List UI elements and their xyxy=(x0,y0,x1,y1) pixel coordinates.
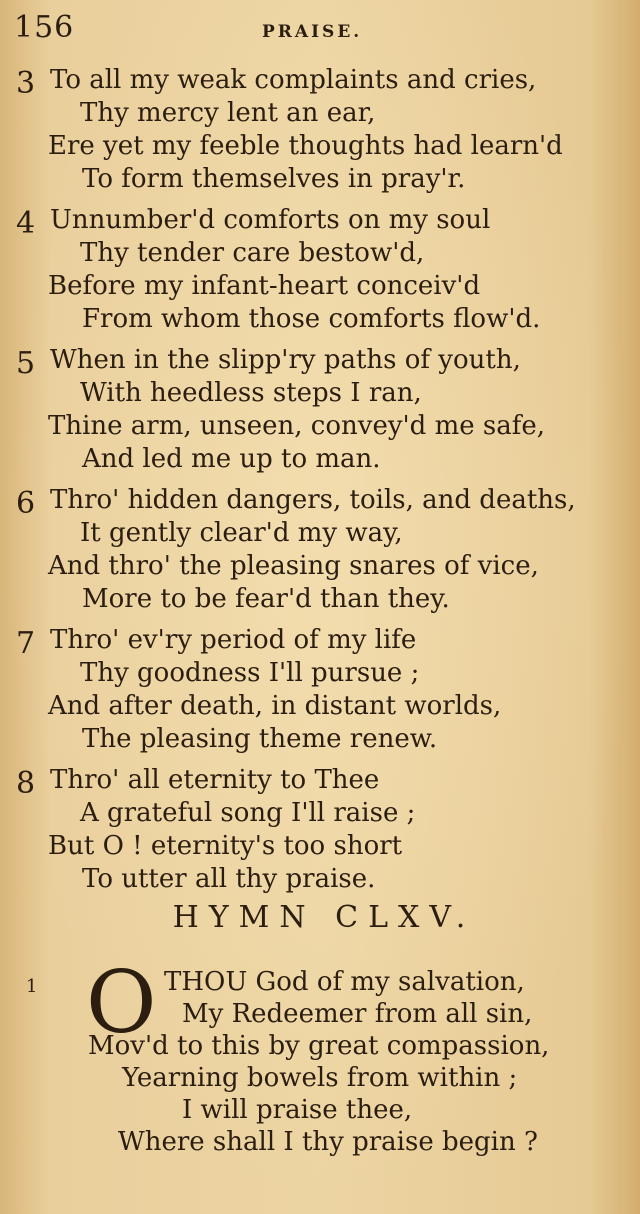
verse-line: It gently clear'd my way, xyxy=(80,518,403,548)
verse-line: With heedless steps I ran, xyxy=(80,378,422,408)
hymn-165-stanza-1 xyxy=(0,953,640,1158)
stanza-number: 6 xyxy=(16,486,36,521)
verse-line: My Redeemer from all sin, xyxy=(182,999,533,1029)
stanza-3 xyxy=(0,64,640,196)
verse-line: The pleasing theme renew. xyxy=(82,724,438,754)
verse-line: A grateful song I'll raise ; xyxy=(80,798,416,828)
hymn-title: HYMN CLXV. xyxy=(172,900,476,935)
stanza-5 xyxy=(0,344,640,476)
verse-line: To all my weak complaints and cries, xyxy=(50,65,537,95)
verse-line: Yearning bowels from within ; xyxy=(122,1063,518,1093)
page-header xyxy=(0,6,640,46)
stanza-number: 8 xyxy=(16,766,36,801)
stanza-number: 7 xyxy=(16,626,36,661)
verse-line: Thro' ev'ry period of my life xyxy=(50,625,417,655)
verse-line: Unnumber'd comforts on my soul xyxy=(50,205,491,235)
verse-line: When in the slipp'ry paths of youth, xyxy=(50,345,521,375)
verse-line: I will praise thee, xyxy=(182,1095,413,1125)
running-head: PRAISE. xyxy=(262,22,363,42)
verse-line: But O ! eternity's too short xyxy=(48,831,403,861)
stanza-number: 4 xyxy=(16,206,36,241)
verse-line: More to be fear'd than they. xyxy=(82,584,450,614)
verse-line: From whom those comforts flow'd. xyxy=(82,304,541,334)
verse-line: Ere yet my feeble thoughts had learn'd xyxy=(48,131,563,161)
stanza-6 xyxy=(0,484,640,616)
verse-line: Thy tender care bestow'd, xyxy=(80,238,425,268)
verse-line: And led me up to man. xyxy=(82,444,381,474)
stanza-number: 1 xyxy=(26,976,38,997)
stanza-7 xyxy=(0,624,640,756)
verse-line: Where shall I thy praise begin ? xyxy=(118,1127,538,1157)
stanza-4 xyxy=(0,204,640,336)
verse-line: Thy mercy lent an ear, xyxy=(80,98,376,128)
verse-line: And thro' the pleasing snares of vice, xyxy=(48,551,539,581)
verse-line: Before my infant-heart conceiv'd xyxy=(48,271,481,301)
page-number: 156 xyxy=(14,10,75,45)
verse-line: Thro' all eternity to Thee xyxy=(50,765,380,795)
verse-line: To form themselves in pray'r. xyxy=(82,164,466,194)
verse-line: Mov'd to this by great compassion, xyxy=(88,1031,550,1061)
verse-line: Thy goodness I'll pursue ; xyxy=(80,658,420,688)
drop-cap: O xyxy=(86,953,157,1053)
verse-line: To utter all thy praise. xyxy=(82,864,376,894)
stanza-8 xyxy=(0,764,640,896)
verse-line: Thro' hidden dangers, toils, and deaths, xyxy=(50,485,576,515)
verse-line: Thine arm, unseen, convey'd me safe, xyxy=(48,411,545,441)
stanza-number: 5 xyxy=(16,346,36,381)
stanza-number: 3 xyxy=(16,66,36,101)
verse-line: THOU God of my salvation, xyxy=(164,967,525,997)
hymn-stanzas xyxy=(0,64,640,904)
verse-line: And after death, in distant worlds, xyxy=(48,691,502,721)
